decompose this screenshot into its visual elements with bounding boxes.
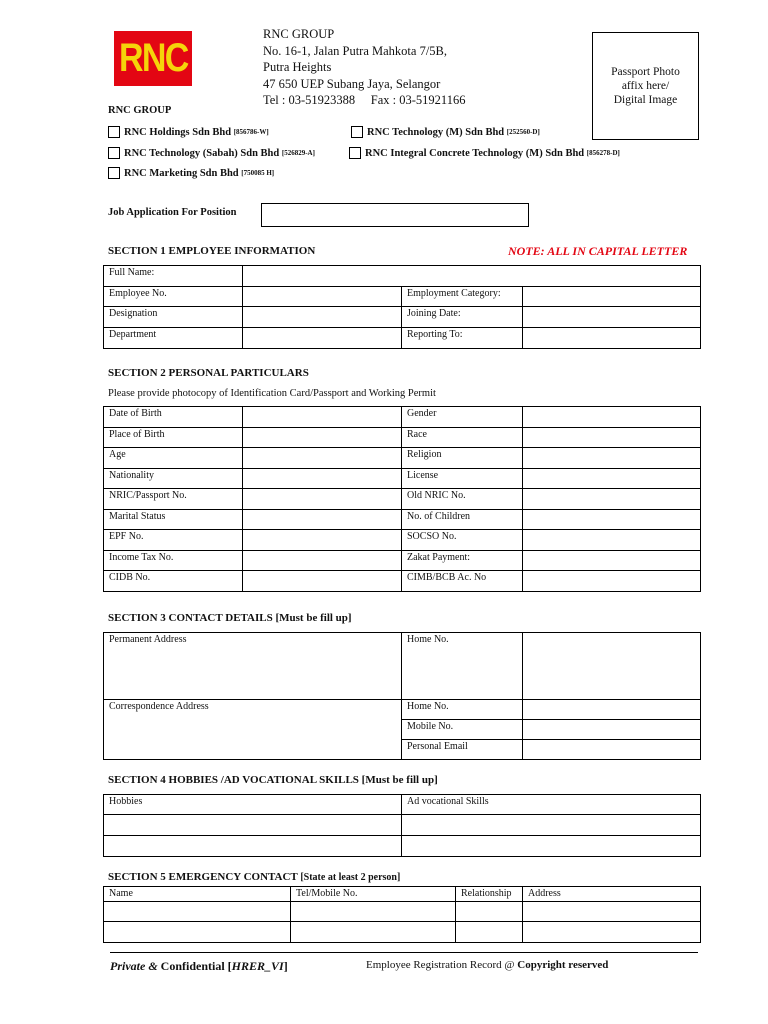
confidential-text: Confidential [ [157, 959, 232, 973]
address-line-1: No. 16-1, Jalan Putra Mahkota 7/5B, [263, 43, 448, 58]
particulars-row [104, 489, 701, 510]
col-tel-header: Tel/Mobile No. [291, 887, 456, 902]
field-input[interactable] [243, 407, 402, 428]
section2-title: SECTION 2 PERSONAL PARTICULARS [108, 367, 309, 379]
field-input[interactable] [523, 427, 701, 448]
field-input[interactable] [243, 448, 402, 469]
field-label: Joining Date: [402, 307, 523, 328]
field-label: Zakat Payment: [402, 550, 523, 571]
passport-photo-box[interactable] [592, 32, 699, 140]
particulars-row [104, 468, 701, 489]
field-label: Home No. [402, 700, 523, 720]
position-label: Job Application For Position [108, 207, 237, 218]
skills-header: Ad vocational Skills [402, 795, 701, 815]
emergency-input[interactable] [523, 902, 701, 922]
emergency-input[interactable] [456, 902, 523, 922]
copyright-notice [366, 959, 608, 971]
field-label: Old NRIC No. [402, 489, 523, 510]
particulars-row [104, 509, 701, 530]
field-input[interactable] [523, 307, 701, 328]
company-name-label: RNC Marketing Sdn Bhd [124, 167, 239, 179]
field-input[interactable] [243, 287, 402, 307]
field-label: Mobile No. [402, 720, 523, 740]
field-label: Employee No. [104, 287, 243, 307]
particulars-row [104, 448, 701, 469]
phone-fax: Tel : 03-51923388 Fax : 03-51921166 [263, 93, 466, 108]
field-label: Date of Birth [104, 407, 243, 428]
hobby-input[interactable] [104, 836, 402, 857]
emergency-input[interactable] [104, 902, 291, 922]
company-name-label: RNC Technology (Sabah) Sdn Bhd [124, 147, 280, 159]
particulars-row [104, 530, 701, 551]
company-name-label: RNC Technology (M) Sdn Bhd [367, 126, 505, 138]
permanent-address-label: Permanent Address [109, 634, 187, 645]
section5-title-note: [State at least 2 person] [300, 872, 401, 883]
permanent-address-field[interactable] [104, 633, 402, 700]
company-logo [114, 31, 192, 86]
field-input[interactable] [523, 740, 701, 760]
copyright-text: Copyright reserved [517, 959, 609, 971]
field-label: NRIC/Passport No. [104, 489, 243, 510]
field-label: Nationality [104, 468, 243, 489]
col-name-header: Name [104, 887, 291, 902]
field-label: Reporting To: [402, 328, 523, 349]
field-input[interactable] [523, 571, 701, 592]
field-label: Religion [402, 448, 523, 469]
particulars-row [104, 550, 701, 571]
field-input[interactable] [523, 328, 701, 349]
emergency-input[interactable] [104, 922, 291, 943]
field-label: Personal Email [402, 740, 523, 760]
field-input[interactable] [243, 571, 402, 592]
full-name-label: Full Name: [104, 266, 243, 287]
field-label: SOCSO No. [402, 530, 523, 551]
company-name-label: RNC Integral Concrete Technology (M) Sdn Bhd [365, 147, 585, 159]
particulars-row [104, 571, 701, 592]
field-label: Income Tax No. [104, 550, 243, 571]
field-input[interactable] [243, 427, 402, 448]
field-label: CIDB No. [104, 571, 243, 592]
employee-info-table [103, 265, 701, 349]
field-label: Home No. [402, 633, 523, 700]
skill-input[interactable] [402, 836, 701, 857]
company-reg-no: [856278-D] [586, 149, 620, 157]
field-input[interactable] [523, 700, 701, 720]
photo-box-line-3: Digital Image [613, 94, 678, 106]
hobbies-header: Hobbies [104, 795, 402, 815]
field-input[interactable] [243, 530, 402, 551]
checkbox[interactable] [108, 147, 120, 159]
capital-letter-note: NOTE: ALL IN CAPITAL LETTER [508, 244, 688, 258]
particulars-row [104, 427, 701, 448]
field-input[interactable] [243, 468, 402, 489]
field-input[interactable] [523, 633, 701, 700]
field-label: EPF No. [104, 530, 243, 551]
field-label: No. of Children [402, 509, 523, 530]
company-reg-no: [526829-A] [281, 149, 315, 157]
field-input[interactable] [243, 489, 402, 510]
section1-title: SECTION 1 EMPLOYEE INFORMATION [108, 245, 316, 257]
address-line-2: Putra Heights [263, 60, 332, 75]
confidential-label [110, 959, 288, 974]
field-label: Gender [402, 407, 523, 428]
private-text: Private & [110, 959, 158, 973]
particulars-row [104, 407, 701, 428]
field-label: Marital Status [104, 509, 243, 530]
personal-particulars-table [103, 406, 701, 592]
field-input[interactable] [523, 448, 701, 469]
position-input[interactable] [261, 203, 529, 227]
company-reg-no: [856786-W] [233, 128, 269, 136]
checkbox[interactable] [349, 147, 361, 159]
checkbox[interactable] [351, 126, 363, 138]
emergency-input[interactable] [291, 922, 456, 943]
section3-title: SECTION 3 CONTACT DETAILS [Must be fill up] [108, 612, 352, 624]
form-code-close: ] [283, 959, 288, 973]
company-name-label: RNC Holdings Sdn Bhd [124, 126, 232, 138]
field-input[interactable] [523, 287, 701, 307]
field-label: CIMB/BCB Ac. No [402, 571, 523, 592]
section4-title: SECTION 4 HOBBIES /AD VOCATIONAL SKILLS [Must be fill up] [108, 774, 438, 786]
field-input[interactable] [523, 509, 701, 530]
logo-text: RNC [118, 36, 188, 80]
company-option-marketing[interactable] [108, 167, 274, 179]
checkbox[interactable] [108, 167, 120, 179]
field-label: Department [104, 328, 243, 349]
field-input[interactable] [523, 407, 701, 428]
checkbox[interactable] [108, 126, 120, 138]
record-text: Employee Registration Record @ [366, 959, 518, 971]
correspondence-address-label: Correspondence Address [109, 701, 209, 712]
emergency-input[interactable] [291, 902, 456, 922]
section5-title-main: SECTION 5 EMERGENCY CONTACT [108, 871, 301, 883]
col-address-header: Address [523, 887, 701, 902]
emergency-input[interactable] [456, 922, 523, 943]
photo-box-line-1: Passport Photo [611, 66, 680, 78]
section2-instruction: Please provide photocopy of Identification Card/Passport and Working Permit [108, 388, 436, 399]
field-input[interactable] [523, 468, 701, 489]
company-option-integral-concrete[interactable] [349, 147, 620, 159]
field-label: Employment Category: [402, 287, 523, 307]
company-option-technology-m[interactable] [351, 126, 540, 138]
form-code: HRER_VI [231, 959, 284, 973]
field-label: Age [104, 448, 243, 469]
field-label: Designation [104, 307, 243, 328]
field-input[interactable] [523, 550, 701, 571]
field-input[interactable] [243, 328, 402, 349]
correspondence-address-field[interactable] [104, 700, 402, 760]
field-input[interactable] [243, 509, 402, 530]
field-input[interactable] [523, 489, 701, 510]
full-name-input[interactable] [243, 266, 701, 287]
field-input[interactable] [523, 720, 701, 740]
hobby-input[interactable] [104, 815, 402, 836]
photo-box-line-2: affix here/ [621, 80, 670, 92]
company-option-holdings[interactable] [108, 126, 269, 138]
company-reg-no: [750085 H] [241, 169, 275, 177]
company-reg-no: [252560-D] [506, 128, 540, 136]
company-option-technology-sabah[interactable] [108, 147, 315, 159]
hobbies-skills-table [103, 794, 701, 857]
col-relationship-header: Relationship [456, 887, 523, 902]
field-label: Place of Birth [104, 427, 243, 448]
emergency-contact-table [103, 886, 701, 943]
section5-title [108, 871, 400, 883]
company-name: RNC GROUP [263, 27, 335, 41]
footer-divider [110, 952, 698, 953]
emergency-input[interactable] [523, 922, 701, 943]
field-input[interactable] [523, 530, 701, 551]
field-input[interactable] [243, 550, 402, 571]
company-address [263, 26, 465, 109]
contact-details-table [103, 632, 701, 760]
field-label: License [402, 468, 523, 489]
field-input[interactable] [243, 307, 402, 328]
field-label: Race [402, 427, 523, 448]
skill-input[interactable] [402, 815, 701, 836]
address-line-3: 47 650 UEP Subang Jaya, Selangor [263, 76, 441, 91]
companies-heading: RNC GROUP [108, 105, 172, 116]
